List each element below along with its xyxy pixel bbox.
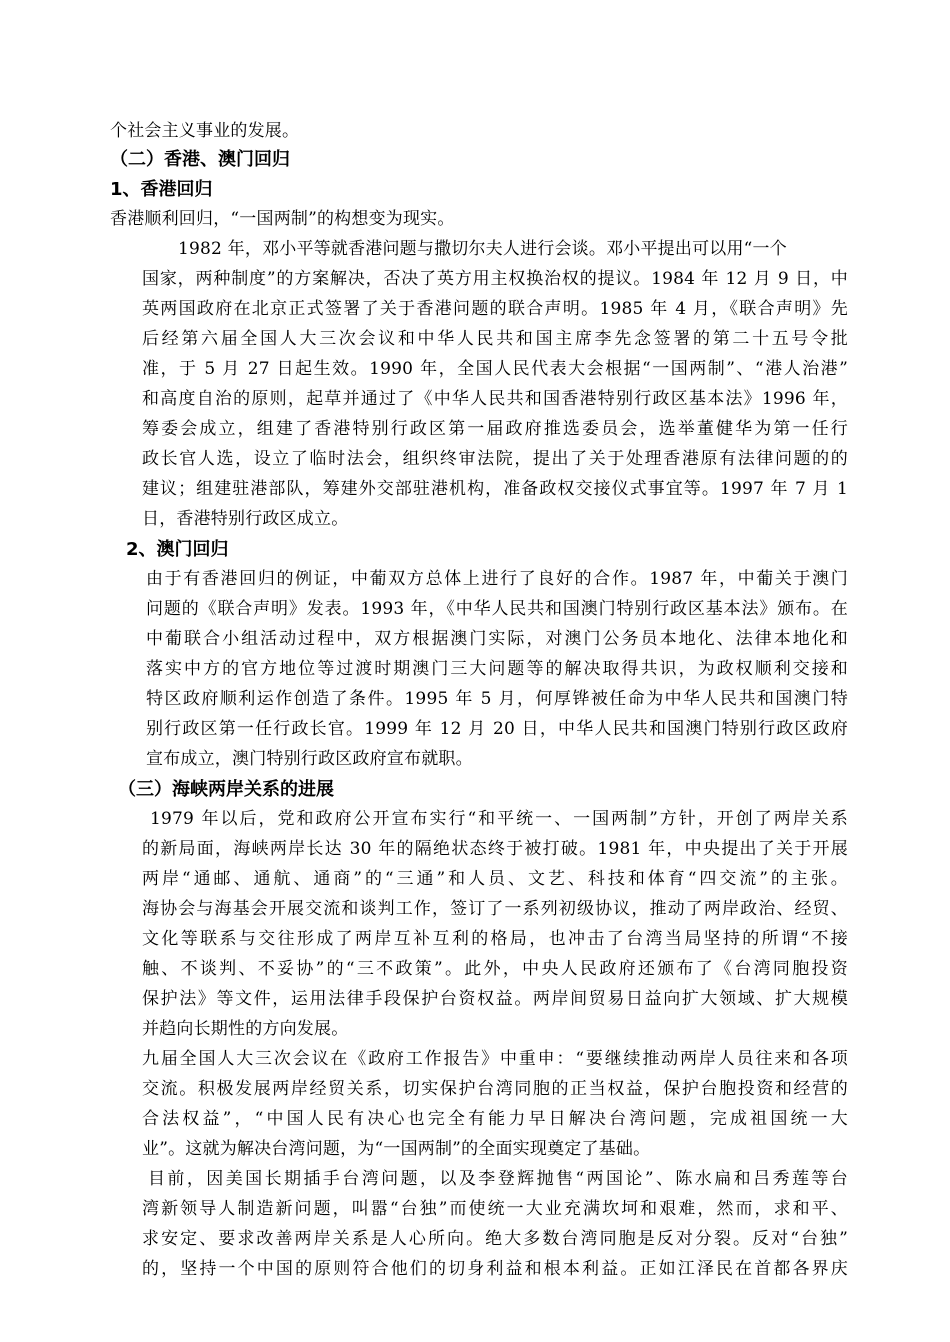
body-text-line: 海协会与海基会开展交流和谈判工作，签订了一系列初级协议，推动了两岸政治、经贸、	[142, 899, 848, 919]
body-text-line: 由于有香港回归的例证，中葡双方总体上进行了良好的合作。1987 年，中葡关于澳门	[146, 569, 848, 589]
subsection-heading: 1、香港回归	[110, 179, 213, 200]
body-text-line: 香港顺利回归，“一国两制”的构想变为现实。	[110, 209, 455, 229]
section-heading: （三）海峡两岸关系的进展	[118, 779, 334, 800]
body-text-line: 保护法》等文件，运用法律手段保护台资权益。两岸间贸易日益向扩大领域、扩大规模	[142, 989, 848, 1009]
body-text-line: 宣布成立，澳门特别行政区政府宣布就职。	[146, 749, 473, 769]
body-text-line: 中葡联合小组活动过程中，双方根据澳门实际，对澳门公务员本地化、法律本地化和	[146, 629, 848, 649]
body-text-line: 1982 年，邓小平等就香港问题与撒切尔夫人进行会谈。邓小平提出可以用“一个	[178, 239, 787, 259]
body-text-line: 落实中方的官方地位等过渡时期澳门三大问题等的解决取得共识，为政权顺利交接和	[146, 659, 848, 679]
section-heading: （二）香港、澳门回归	[110, 149, 290, 170]
body-text-line: 问题的《联合声明》发表。1993 年，《中华人民共和国澳门特别行政区基本法》颁布。在	[146, 599, 848, 619]
body-text-line: 触、不谈判、不妥协”的“三不政策”。此外，中央人民政府还颁布了《台湾同胞投资	[142, 959, 848, 979]
body-text-line: 个社会主义事业的发展。	[110, 121, 300, 141]
body-text-line: 两岸“通邮、通航、通商”的“三通”和人员、文艺、科技和体育“四交流”的主张。	[142, 869, 848, 889]
body-text-line: 准，于 5 月 27 日起生效。1990 年，全国人民代表大会根据“一国两制”、“港人治港”	[142, 359, 848, 379]
body-text-line: 日，香港特别行政区成立。	[142, 509, 349, 529]
body-text-line: 和高度自治的原则，起草并通过了《中华人民共和国香港特别行政区基本法》1996 年，	[142, 389, 848, 409]
body-text-line: 别行政区第一任行政长官。1999 年 12 月 20 日，中华人民共和国澳门特别行政区政府	[146, 719, 848, 739]
body-text-line: 特区政府顺利运作创造了条件。1995 年 5 月，何厚铧被任命为中华人民共和国澳门特	[146, 689, 848, 709]
body-text-line: 英两国政府在北京正式签署了关于香港问题的联合声明。1985 年 4 月，《联合声明》先	[142, 299, 848, 319]
subsection-heading: 2、澳门回归	[126, 539, 229, 560]
body-text-line: 的，坚持一个中国的原则符合他们的切身利益和根本利益。正如江泽民在首都各界庆	[142, 1259, 848, 1279]
body-text-line: 的新局面，海峡两岸长达 30 年的隔绝状态终于被打破。1981 年，中央提出了关于开展	[142, 839, 848, 859]
body-text-line: 筹委会成立，组建了香港特别行政区第一届政府推选委员会，选举董健华为第一任行	[142, 419, 848, 439]
body-text-line: 九届全国人大三次会议在《政府工作报告》中重申：“要继续推动两岸人员往来和各项	[142, 1049, 848, 1069]
body-text-line: 政长官人选，设立了临时法会，组织终审法院，提出了关于处理香港原有法律问题的的	[142, 449, 848, 469]
body-text-line: 求安定、要求改善两岸关系是人心所向。绝大多数台湾同胞是反对分裂。反对“台独”	[142, 1229, 848, 1249]
body-text-line: 后经第六届全国人大三次会议和中华人民共和国主席李先念签署的第二十五号令批	[142, 329, 848, 349]
body-text-line: 业”。这就为解决台湾问题，为“一国两制”的全面实现奠定了基础。	[142, 1139, 651, 1159]
body-text-line: 国家，两种制度”的方案解决，否决了英方用主权换治权的提议。1984 年 12 月 9 日，中	[142, 269, 848, 289]
body-text-line: 建议；组建驻港部队，筹建外交部驻港机构，准备政权交接仪式事宜等。1997 年 7 月 1	[142, 479, 848, 499]
body-text-line: 目前，因美国长期插手台湾问题，以及李登辉抛售“两国论”、陈水扁和吕秀莲等台	[148, 1169, 848, 1189]
body-text-line: 合法权益”，“中国人民有决心也完全有能力早日解决台湾问题，完成祖国统一大	[142, 1109, 848, 1129]
body-text-line: 文化等联系与交往形成了两岸互补互利的格局，也冲击了台湾当局坚持的所谓“不接	[142, 929, 848, 949]
body-text-line: 交流。积极发展两岸经贸关系，切实保护台湾同胞的正当权益，保护台胞投资和经营的	[142, 1079, 848, 1099]
body-text-line: 湾新领导人制造新问题，叫嚣“台独”而使统一大业充满坎坷和艰难，然而，求和平、	[142, 1199, 848, 1219]
body-text-line: 并趋向长期性的方向发展。	[142, 1019, 349, 1039]
body-text-line: 1979 年以后，党和政府公开宣布实行“和平统一、一国两制”方针，开创了两岸关系	[150, 809, 848, 829]
